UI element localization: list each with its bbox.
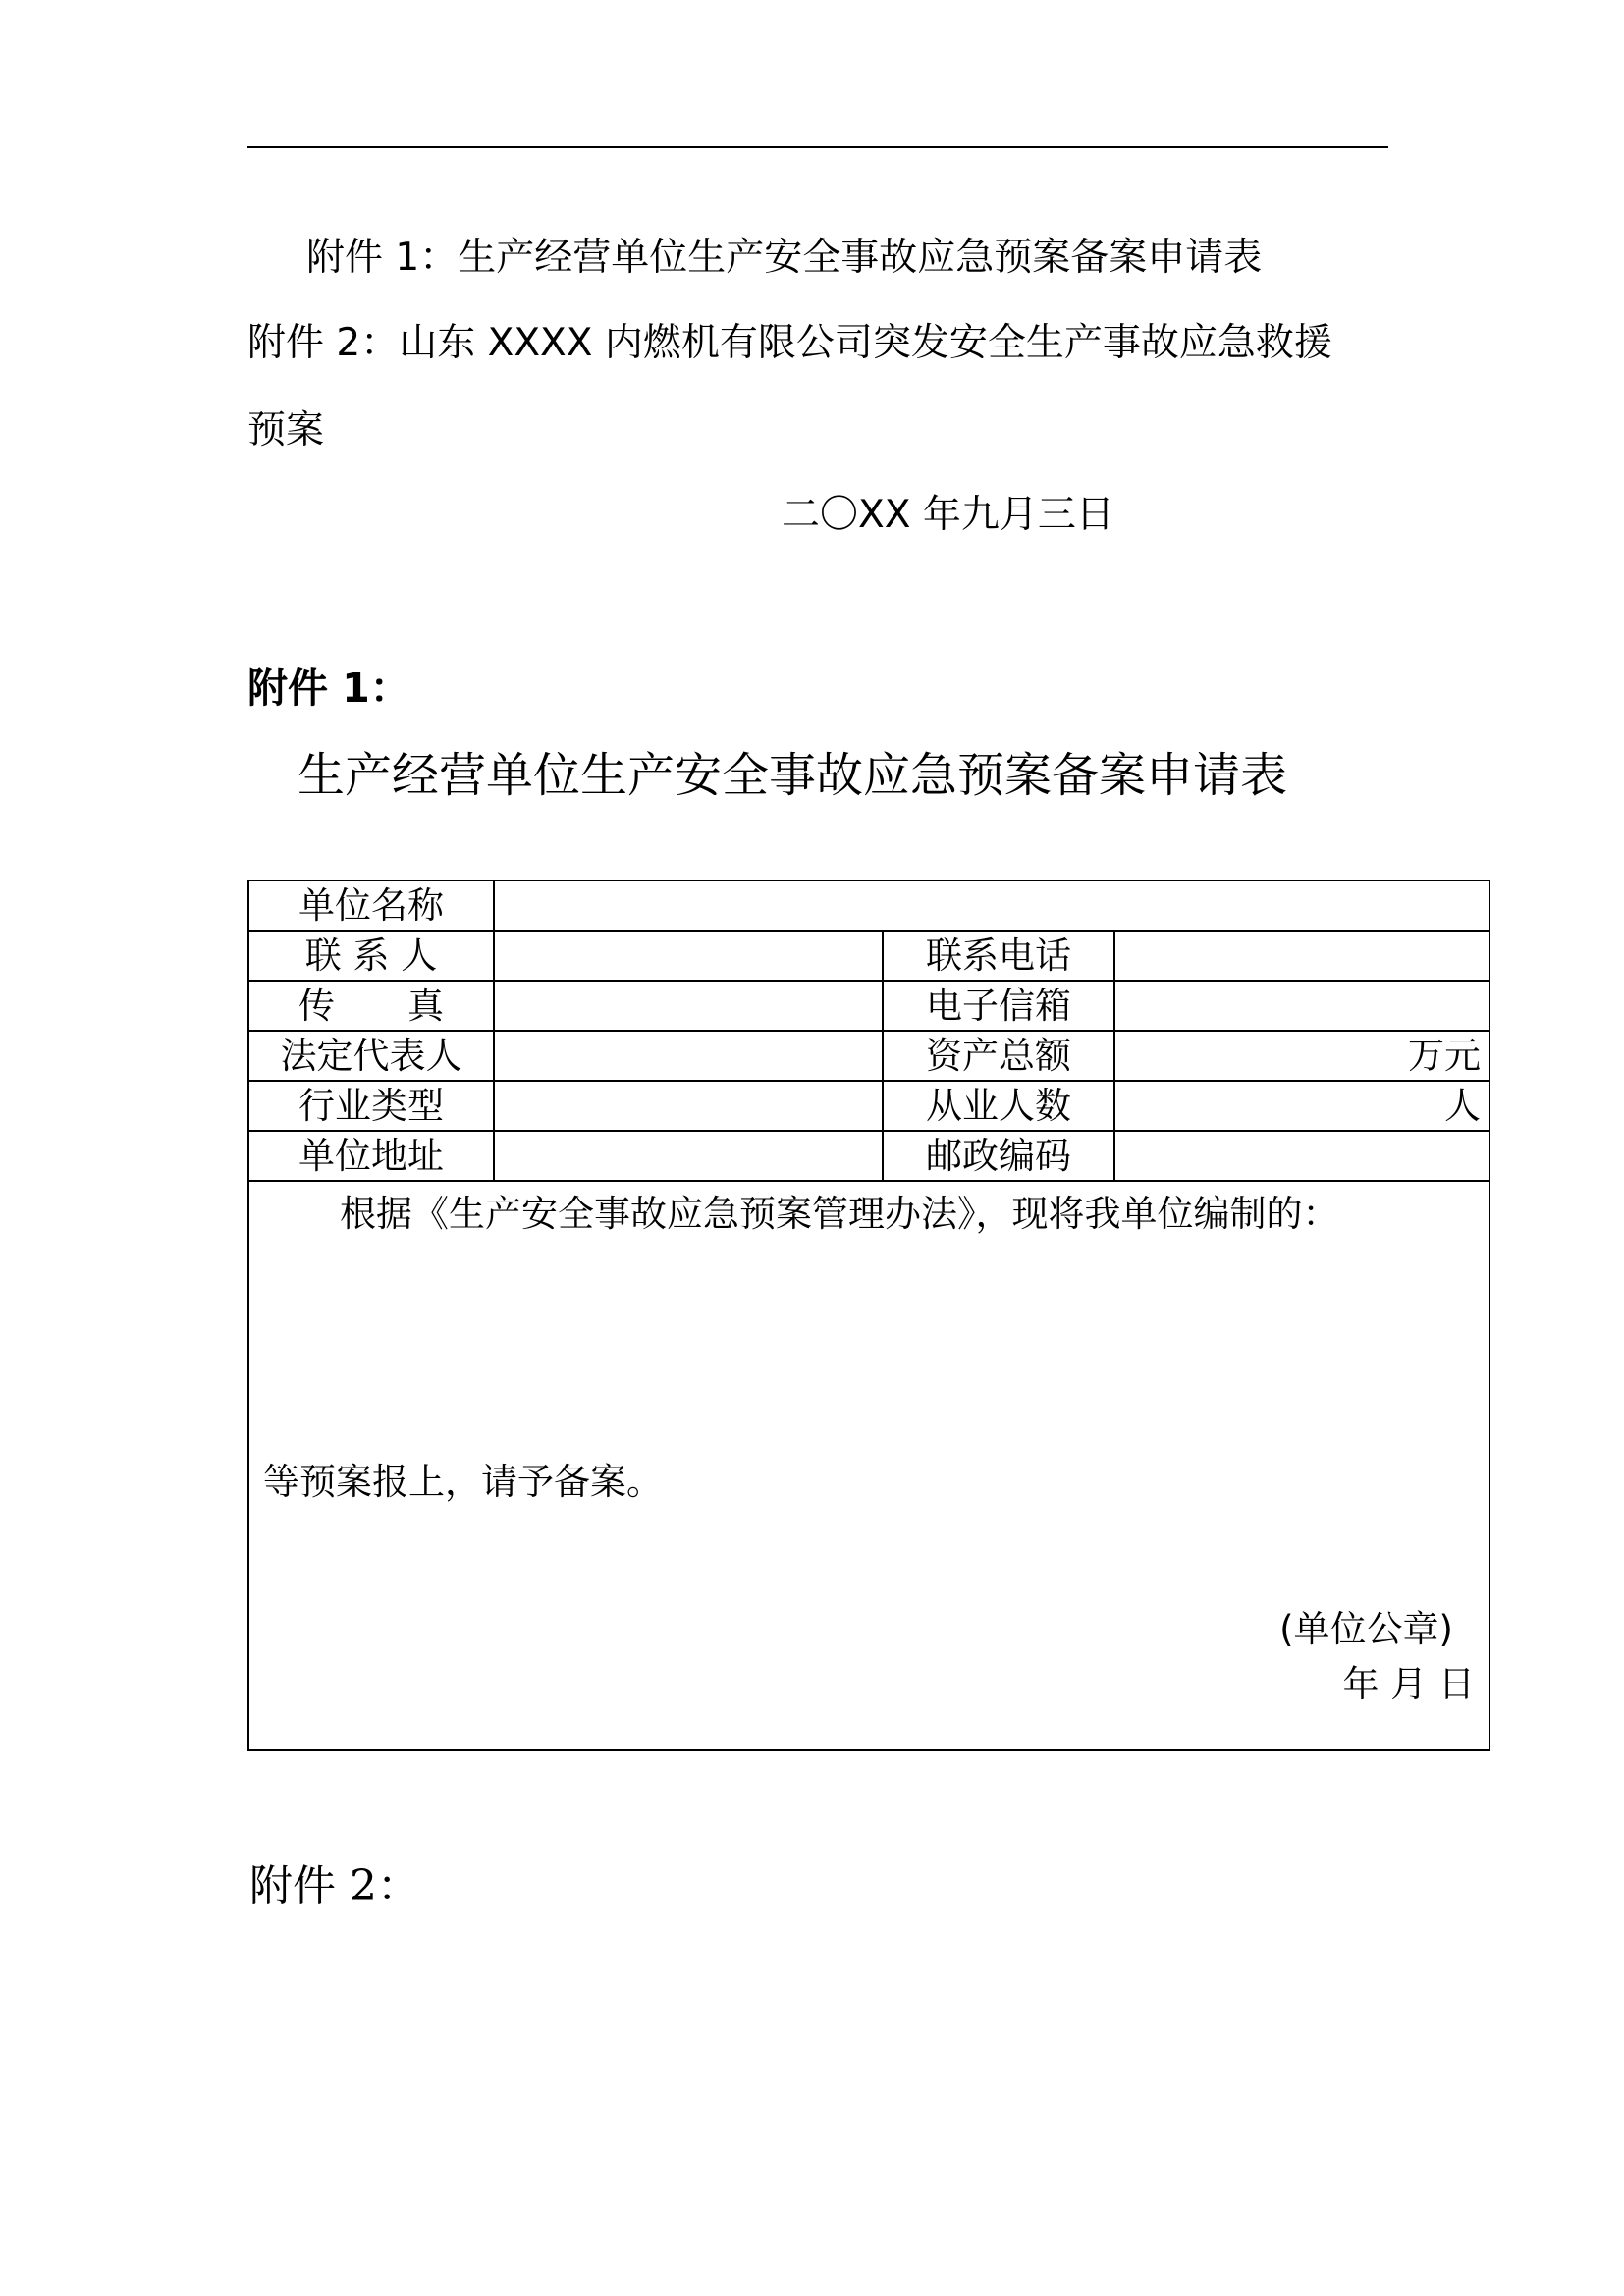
attachment1-reference: 附件 1：生产经营单位生产安全事故应急预案备案申请表 <box>306 236 1263 280</box>
attachment2-reference-continued: 预案 <box>247 408 325 453</box>
form-row-statement <box>248 1181 1489 1750</box>
field-unit-name[interactable] <box>494 881 1489 931</box>
statement-body <box>249 1182 1489 1749</box>
field-contact-person[interactable] <box>494 931 883 981</box>
statement-submit: 等预案报上，请予备案。 <box>263 1461 663 1503</box>
form-row-unit-name <box>248 881 1489 931</box>
document-date: 二〇XX 年九月三日 <box>782 493 1114 537</box>
field-fax[interactable] <box>494 981 883 1031</box>
label-industry-type: 行业类型 <box>248 1081 494 1131</box>
field-total-assets[interactable]: 万元 <box>1114 1031 1489 1081</box>
attachment2-reference: 附件 2：山东 XXXX 内燃机有限公司突发安全生产事故应急救援 <box>247 321 1332 365</box>
field-legal-representative[interactable] <box>494 1031 883 1081</box>
field-contact-phone[interactable] <box>1114 931 1489 981</box>
statement-cell[interactable] <box>248 1181 1489 1750</box>
label-total-assets: 资产总额 <box>883 1031 1114 1081</box>
field-unit-address[interactable] <box>494 1131 883 1181</box>
filing-application-form <box>247 880 1490 1751</box>
label-fax: 传 真 <box>248 981 494 1031</box>
label-contact-person: 联 系 人 <box>248 931 494 981</box>
field-industry-type[interactable] <box>494 1081 883 1131</box>
label-employee-count: 从业人数 <box>883 1081 1114 1131</box>
form-row-industry <box>248 1081 1489 1131</box>
field-email[interactable] <box>1114 981 1489 1031</box>
label-unit-address: 单位地址 <box>248 1131 494 1181</box>
field-employee-count[interactable]: 人 <box>1114 1081 1489 1131</box>
label-postal-code: 邮政编码 <box>883 1131 1114 1181</box>
statement-intro: 根据《生产安全事故应急预案管理办法》，现将我单位编制的： <box>340 1193 1339 1235</box>
label-legal-representative: 法定代表人 <box>248 1031 494 1081</box>
field-postal-code[interactable] <box>1114 1131 1489 1181</box>
statement-date: 年 月 日 <box>1342 1663 1475 1705</box>
label-unit-name: 单位名称 <box>248 881 494 931</box>
label-email: 电子信箱 <box>883 981 1114 1031</box>
attachment1-heading: 附件 1： <box>247 665 410 712</box>
label-contact-phone: 联系电话 <box>883 931 1114 981</box>
form-row-fax <box>248 981 1489 1031</box>
form-title: 生产经营单位生产安全事故应急预案备案申请表 <box>298 748 1288 803</box>
form-row-legal-rep <box>248 1031 1489 1081</box>
form-row-contact <box>248 931 1489 981</box>
attachment2-heading: 附件 2： <box>249 1861 420 1911</box>
unit-seal-label: (单位公章) <box>1279 1608 1453 1650</box>
header-rule <box>247 146 1388 148</box>
form-row-address <box>248 1131 1489 1181</box>
